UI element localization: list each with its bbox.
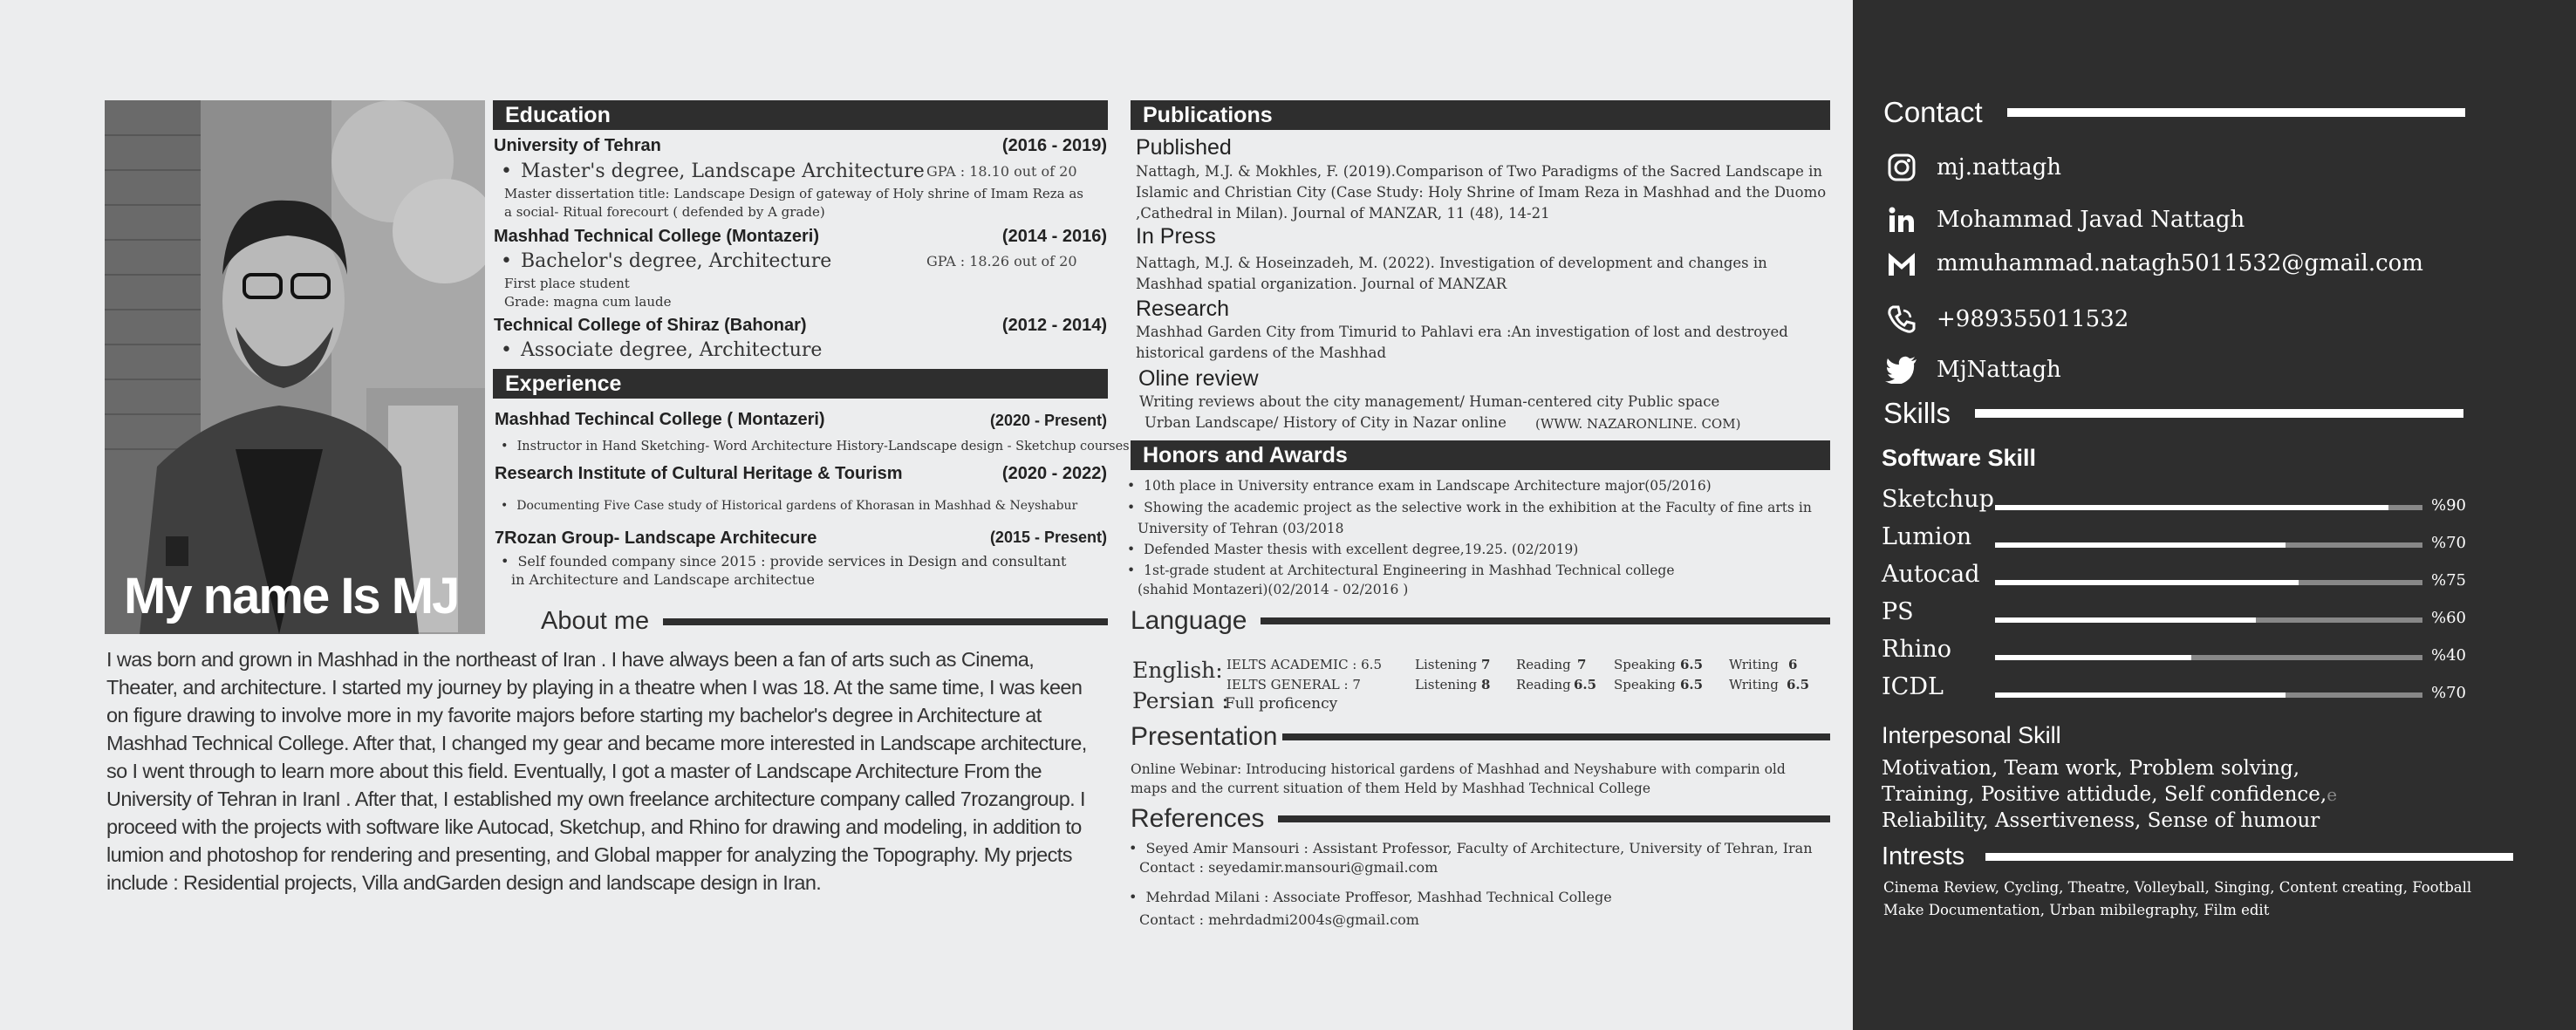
interests-title: Intrests <box>1882 842 1965 870</box>
reference-1-contact: Contact : seyedamir.mansouri@gmail.com <box>1139 859 1438 876</box>
published-text: Nattagh, M.J. & Mokhles, F. (2019).Comparison of Two Paradigms of the Sacred Landscape in Islamic and Christian City (Case Study: Holy Shrine of Imam Reza in Mashhad and the Duomo ,Cathedral in Milan). Journal of MANZAR, 11 (48), 14-21 <box>1136 163 1827 222</box>
interpersonal-skill-title: Interpesonal Skill <box>1882 722 2061 748</box>
general-reading-score: 6.5 <box>1574 677 1597 692</box>
interests-line-1: Cinema Review, Cycling, Theatre, Volleyball, Singing, Content creating, Football <box>1883 879 2472 896</box>
academic-reading-score: 7 <box>1577 657 1587 672</box>
edu-gpa-2: GPA : 18.26 out of 20 <box>926 253 1077 269</box>
presentation-text-2: maps and the current situation of them Held by Mashhad Technical College <box>1131 781 1651 796</box>
skill-percent-icdl: %70 <box>2431 684 2467 702</box>
reference-1-name: • Seyed Amir Mansouri : Assistant Professor, Faculty of Architecture, University of Tehran, Iran <box>1129 839 1813 857</box>
skill-percent-sketchup: %90 <box>2431 496 2467 515</box>
skill-percent-ps: %60 <box>2431 609 2467 627</box>
review-text-2: Urban Landscape/ History of City in Nazar online <box>1145 414 1507 431</box>
linkedin-icon <box>1884 202 1919 237</box>
instagram-handle: mj.nattagh <box>1937 154 2062 181</box>
general-reading-label: Reading <box>1516 677 1571 692</box>
interests-rule <box>1985 853 2513 861</box>
contact-title: Contact <box>1883 96 1983 128</box>
exp-org-2: Research Institute of Cultural Heritage & Tourism <box>495 464 903 483</box>
academic-writing-label: Writing <box>1729 657 1779 672</box>
presentation-rule <box>1282 733 1830 740</box>
edu-years-2: (2014 - 2016) <box>1001 227 1107 246</box>
skill-label-rhino: Rhino <box>1882 636 1951 663</box>
skill-percent-lumion: %70 <box>2431 534 2467 552</box>
edu-years-3: (2012 - 2014) <box>1001 316 1107 335</box>
about-text: I was born and grown in Mashhad in the northeast of Iran . I have always been a fan of arts such as Cinema, Theater, and architecture. I started my journey by playing in a theatre when I was 18. At the same time, I was keen on figure drawing to involve more in my favorite majors before starting my bachelor's degree in Architecture at Mashhad Technical College. After that, I changed my gear and became more interested in Landscape architecture, so I went through to learn more about this field. Eventually, I got a master of Landscape Architecture From the University of Tehran in IranI . After that, I established my own freelance architecture company called 7rozangroup. I proceed with the projects with software like Autocad, Sketchup, and Rhino for drawing and modeling, in addition to lumion and photoshop for rendering and presenting, and Global mapper for analyzing the Topography. My prjects include : Residential projects, Villa andGarden design and landscape design in Iran. <box>106 648 1087 894</box>
general-listening-label: Listening <box>1415 677 1478 692</box>
honor-item-4b: (shahid Montazeri)(02/2014 - 02/2016 ) <box>1138 582 1409 597</box>
presentation-header <box>1131 722 1830 752</box>
reference-2-name: • Mehrdad Milani : Associate Proffesor, Mashhad Technical College <box>1129 888 1612 906</box>
exp-detail-3: • Self founded company since 2015 : provide services in Design and consultant <box>501 552 1066 570</box>
phone-number: +989355011532 <box>1937 306 2129 332</box>
software-skill-title: Software Skill <box>1882 445 2037 471</box>
academic-writing-score: 6 <box>1788 657 1798 672</box>
contact-email[interactable] <box>1884 246 2423 281</box>
honors-header: Honors and Awards <box>1131 440 1830 470</box>
general-writing-label: Writing <box>1729 677 1779 692</box>
honor-item-2b: University of Tehran (03/2018 <box>1138 521 1344 536</box>
honor-item-3: • Defended Master thesis with excellent degree,19.25. (02/2019) <box>1127 541 1578 559</box>
portrait-image <box>105 100 485 634</box>
skill-label-lumion: Lumion <box>1882 523 1972 550</box>
profile-photo <box>105 100 485 634</box>
general-writing-score: 6.5 <box>1787 677 1810 692</box>
research-label: Research <box>1136 297 1229 321</box>
interests-line-2: Make Documentation, Urban mibilegraphy, Film edit <box>1883 902 2270 918</box>
skill-bar-track-icdl <box>1995 692 2422 698</box>
honor-item-2: • Showing the academic project as the selective work in the exhibition at the Faculty of fine arts in <box>1127 499 1812 517</box>
edu-note-1a: Master dissertation title: Landscape Design of gateway of Holy shrine of Imam Reza as <box>504 186 1083 201</box>
photo-caption: My name Is MJ <box>124 568 459 624</box>
skill-bar-fill-icdl <box>1995 692 2286 698</box>
english-label: English: <box>1132 658 1223 683</box>
gmail-icon <box>1884 246 1919 281</box>
skill-bar-fill-ps <box>1995 617 2256 623</box>
edu-institution-3: Technical College of Shiraz (Bahonar) <box>494 316 807 335</box>
contact-rule <box>2007 108 2465 117</box>
general-listening-score: 8 <box>1481 677 1491 692</box>
edu-institution-1: University of Tehran <box>494 136 661 155</box>
academic-reading-label: Reading <box>1516 657 1571 672</box>
exp-org-3: 7Rozan Group- Landscape Architecure <box>495 529 817 548</box>
edu-note-1b: a social- Ritual forecourt ( defended by A grade) <box>504 204 825 220</box>
edu-gpa-1: GPA : 18.10 out of 20 <box>926 163 1077 180</box>
exp-years-3: (2015 - Present) <box>989 529 1107 546</box>
skills-rule <box>1975 409 2463 418</box>
persian-level: Full proficency <box>1225 695 1338 713</box>
contact-linkedin[interactable] <box>1884 202 2245 237</box>
honor-item-4: • 1st-grade student at Architectural Engineering in Mashhad Technical college <box>1127 562 1675 580</box>
inpress-label: In Press <box>1136 224 1216 249</box>
interpersonal-line-2-text: Training, Positive attidude, Self confidence, <box>1882 783 2327 806</box>
general-speaking-score: 6.5 <box>1680 677 1704 692</box>
skill-bar-track-sketchup <box>1995 505 2422 510</box>
edu-degree-1: • Master's degree, Landscape Architecture <box>501 160 925 182</box>
instagram-icon <box>1884 150 1919 185</box>
academic-speaking-label: Speaking <box>1614 657 1676 672</box>
academic-listening-label: Listening <box>1415 657 1478 672</box>
twitter-icon <box>1884 352 1919 387</box>
general-speaking-label: Speaking <box>1614 677 1676 692</box>
language-header <box>1131 606 1830 636</box>
skill-label-autocad: Autocad <box>1882 561 1980 588</box>
edu-note-2b: Grade: magna cum laude <box>504 294 672 310</box>
skill-bar-fill-sketchup <box>1995 505 2388 510</box>
linkedin-name: Mohammad Javad Nattagh <box>1937 207 2245 233</box>
interests-header <box>1882 842 2513 871</box>
ielts-general: IELTS GENERAL : 7 <box>1227 677 1361 692</box>
about-header <box>541 607 1108 636</box>
reference-2-contact: Contact : mehrdadmi2004s@gmail.com <box>1139 911 1419 928</box>
exp-detail-2: • Documenting Five Case study of Historical gardens of Khorasan in Mashhad & Neyshabur <box>501 497 1077 515</box>
published-label: Published <box>1136 135 1232 160</box>
phone-icon <box>1884 302 1919 337</box>
ielts-academic: IELTS ACADEMIC : 6.5 <box>1227 657 1382 672</box>
skill-bar-fill-rhino <box>1995 655 2191 660</box>
review-label: Oline review <box>1138 366 1259 391</box>
contact-phone[interactable] <box>1884 302 2128 337</box>
skills-title: Skills <box>1883 397 1951 429</box>
skill-bar-fill-autocad <box>1995 580 2299 585</box>
exp-years-1: (2020 - Present) <box>989 412 1107 429</box>
exp-years-2: (2020 - 2022) <box>1001 464 1107 483</box>
skills-header <box>1883 397 2463 430</box>
skill-label-ps: PS <box>1882 598 1914 625</box>
skill-percent-rhino: %40 <box>2431 646 2467 665</box>
references-rule <box>1278 815 1830 822</box>
presentation-text-1: Online Webinar: Introducing historical gardens of Mashhad and Neyshabure with comparin old <box>1131 761 1786 777</box>
about-rule <box>663 618 1108 625</box>
interpersonal-line-2-trail: e <box>2327 784 2338 805</box>
edu-years-1: (2016 - 2019) <box>1001 136 1107 155</box>
interpersonal-line-1: Motivation, Team work, Problem solving, <box>1882 757 2300 780</box>
skill-bar-fill-lumion <box>1995 542 2286 548</box>
publications-header: Publications <box>1131 100 1830 130</box>
edu-note-2a: First place student <box>504 276 630 291</box>
exp-detail-1: • Instructor in Hand Sketching- Word Architecture History-Landscape design - Sketchup courses <box>501 438 1130 456</box>
experience-header: Experience <box>493 369 1108 399</box>
exp-detail-3b: in Architecture and Landscape architectue <box>511 571 815 588</box>
language-title: Language <box>1131 606 1247 635</box>
references-title: References <box>1131 804 1265 833</box>
skill-percent-autocad: %75 <box>2431 571 2467 590</box>
contact-twitter[interactable] <box>1884 352 2061 387</box>
contact-instagram[interactable] <box>1884 150 2061 185</box>
edu-degree-2: • Bachelor's degree, Architecture <box>501 250 831 272</box>
interpersonal-line-3: Reliability, Assertiveness, Sense of humour <box>1882 809 2320 832</box>
edu-degree-3: • Associate degree, Architecture <box>501 339 822 361</box>
presentation-title: Presentation <box>1131 722 1278 751</box>
contact-header <box>1883 96 2465 129</box>
about-title: About me <box>541 607 650 635</box>
skill-bar-track-lumion <box>1995 542 2422 548</box>
twitter-handle: MjNattagh <box>1937 357 2061 383</box>
inpress-text: Nattagh, M.J. & Hoseinzadeh, M. (2022). Investigation of development and changes in Mashhad spatial organization. Journal of MANZAR <box>1136 255 1767 292</box>
references-header <box>1131 804 1830 834</box>
language-rule <box>1261 617 1830 624</box>
review-text-1: Writing reviews about the city management/ Human-centered city Public space <box>1139 393 1720 410</box>
edu-institution-2: Mashhad Technical College (Montazeri) <box>494 227 820 246</box>
academic-speaking-score: 6.5 <box>1680 657 1704 672</box>
skill-label-icdl: ICDL <box>1882 673 1944 700</box>
skill-bar-track-rhino <box>1995 655 2422 660</box>
academic-listening-score: 7 <box>1481 657 1491 672</box>
skill-bar-track-ps <box>1995 617 2422 623</box>
education-header: Education <box>493 100 1108 130</box>
email-address: mmuhammad.natagh5011532@gmail.com <box>1937 250 2423 276</box>
exp-org-1: Mashhad Techincal College ( Montazeri) <box>495 410 825 429</box>
interpersonal-line-2 <box>1882 783 2337 806</box>
review-site: (WWW. NAZARONLINE. COM) <box>1535 416 1741 432</box>
skill-bar-track-autocad <box>1995 580 2422 585</box>
research-text: Mashhad Garden City from Timurid to Pahlavi era :An investigation of lost and destroyed historical gardens of the Mashhad <box>1136 324 1788 361</box>
persian-label: Persian : <box>1132 688 1229 713</box>
honor-item-1: • 10th place in University entrance exam in Landscape Architecture major(05/2016) <box>1127 477 1712 495</box>
skill-label-sketchup: Sketchup <box>1882 486 1994 513</box>
